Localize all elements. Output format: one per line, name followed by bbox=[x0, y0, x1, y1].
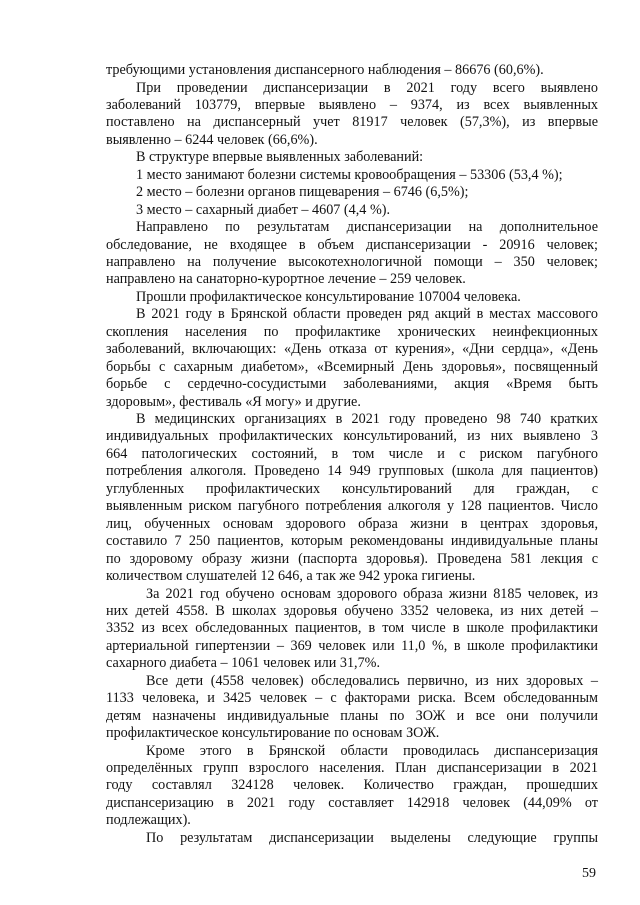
text-line: количеством слушателей 12 646, а так же 942 урока гигиены. bbox=[106, 568, 476, 584]
text-line: В медицинских организациях в 2021 году проведено 98 740 кратких bbox=[136, 411, 598, 427]
text-line: артериальной гипертензии – 369 человек или 11,0 %, в школе профилактики bbox=[106, 637, 598, 654]
text-line: году составлял 324128 человек. Количество граждан, прошедших bbox=[106, 777, 598, 794]
text-line: заболеваний 103779, впервые выявлено – 9374, из всех выявленных bbox=[106, 96, 598, 113]
text-line: По результатам диспансеризации выделены следующие группы bbox=[146, 829, 598, 846]
text-line: Все дети (4558 человек) обследовались первично, из них здоровых – bbox=[146, 672, 598, 689]
text-line: 1 место занимают болезни системы кровообращения – 53306 (53,4 %); bbox=[136, 166, 563, 183]
text-line: определённых групп взрослого населения. План диспансеризации в 2021 bbox=[106, 760, 598, 776]
text-line: Направлено по результатам диспансеризации на дополнительное bbox=[136, 219, 598, 235]
text-line: 1133 человека, и 3425 человек – с факторами риска. Всем обследованным bbox=[106, 690, 598, 707]
text-line: При проведении диспансеризации в 2021 году всего выявлено bbox=[136, 79, 598, 96]
text-line: углубленных профилактических консультирований для граждан, с bbox=[106, 480, 598, 497]
text-line: выявленным риском пагубного потребления алкоголя у 128 пациентов. Число bbox=[106, 498, 598, 515]
text-line: по здоровому образу жизни (паспорта здоровья). Проведена 581 лекция с bbox=[106, 550, 598, 567]
text-line: составило 7 250 пациентов, которым рекомендованы индивидуальные планы bbox=[106, 533, 598, 550]
text-line: диспансеризацию в 2021 году составляет 142918 человек (44,09% от bbox=[106, 794, 598, 811]
page-number: 59 bbox=[582, 866, 596, 881]
text-line: скопления населения по профилактике хронических неинфекционных bbox=[106, 323, 598, 340]
text-line: здоровым», фестиваль «Я могу» и другие. bbox=[106, 393, 361, 410]
text-line: лиц, обученных основам здорового образа жизни в центрах здоровья, bbox=[106, 515, 598, 532]
text-line: подлежащих). bbox=[106, 812, 191, 829]
text-line: 664 патологических состояний, в том числе и с риском пагубного bbox=[106, 445, 598, 462]
text-line: борьбы с сахарным диабетом», «Всемирный День здоровья», посвященный bbox=[106, 358, 598, 375]
text-line: поставлено на диспансерный учет 81917 человек (57,3%), из впервые bbox=[106, 114, 598, 131]
text-line: требующими установления диспансерного наблюдения – 86676 (60,6%). bbox=[106, 62, 544, 78]
text-line: В структуре впервые выявленных заболеваний: bbox=[136, 149, 424, 166]
text-line: За 2021 год обучено основам здорового образа жизни 8185 человек, из bbox=[146, 585, 598, 602]
text-line: сахарного диабета – 1061 человек или 31,7%. bbox=[106, 655, 381, 672]
text-line: потребления алкоголя. Проведено 14 949 групповых (школа для пациентов) bbox=[106, 463, 598, 480]
text-line: обследование, не входящее в объем диспансеризации - 20916 человек; bbox=[106, 236, 598, 253]
text-line: 3 место – сахарный диабет – 4607 (4,4 %). bbox=[136, 201, 391, 218]
text-line: направлено на получение высокотехнологичной помощи – 350 человек; bbox=[106, 253, 598, 270]
text-line: них детей 4558. В школах здоровья обучено 3352 человека, из них детей – bbox=[106, 602, 598, 619]
text-line: 2 место – болезни органов пищеварения – 6746 (6,5%); bbox=[136, 184, 469, 201]
text-line: профилактическое консультирование по основам ЗОЖ. bbox=[106, 725, 440, 742]
text-line: Прошли профилактическое консультирование 107004 человека. bbox=[136, 288, 521, 305]
text-line: заболеваний, включающих: «День отказа от курения», «Дни сердца», «День bbox=[106, 341, 598, 358]
text-line: В 2021 году в Брянской области проведен ряд акций в местах массового bbox=[136, 306, 598, 323]
text-line: детям назначены индивидуальные планы по ЗОЖ и все они получили bbox=[106, 707, 598, 724]
text-line: 3352 из всех обследованных пациентов, в том числе в школе профилактики bbox=[106, 620, 598, 637]
text-line: борьбе с сердечно-сосудистыми заболеваниями, акция «Время быть bbox=[106, 376, 598, 393]
text-line: направлено на санаторно-курортное лечение – 259 человек. bbox=[106, 271, 466, 288]
text-line: индивидуальных профилактических консультирований, из них выявлено 3 bbox=[106, 428, 598, 445]
text-line: выявленно – 6244 человек (66,6%). bbox=[106, 131, 318, 148]
text-line: Кроме этого в Брянской области проводилась диспансеризация bbox=[146, 742, 598, 759]
